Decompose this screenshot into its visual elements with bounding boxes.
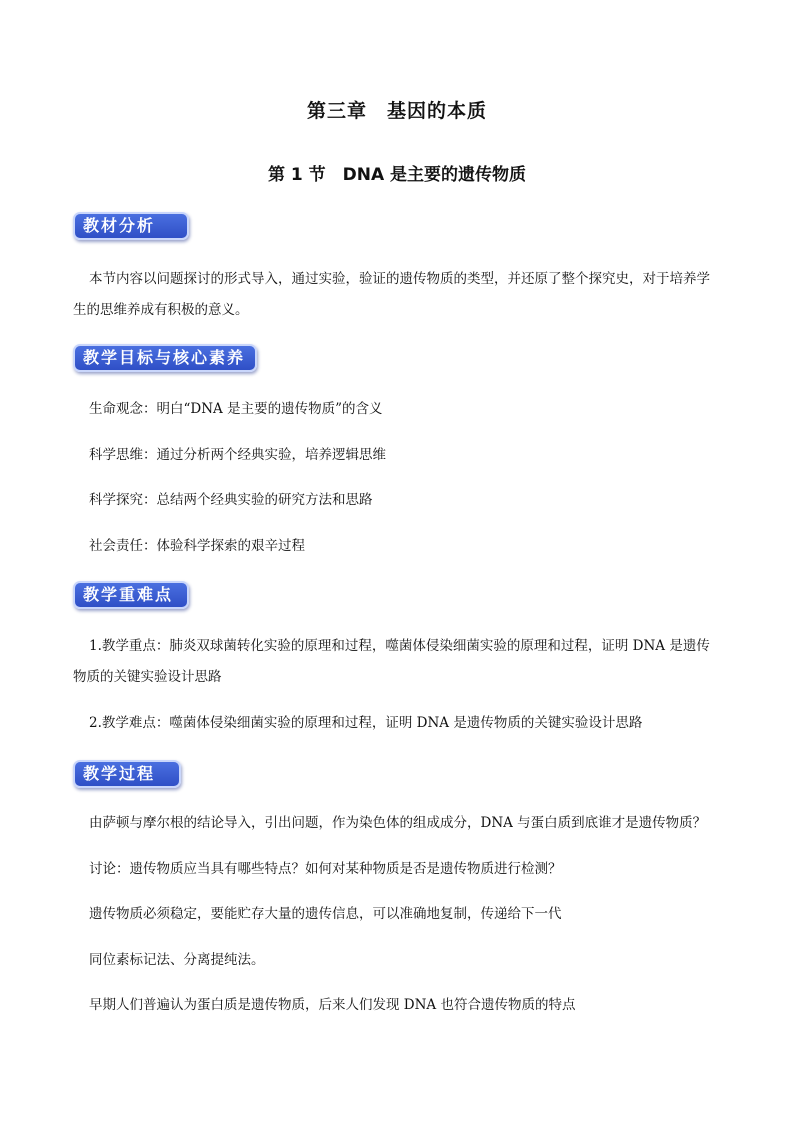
badge-textbook-analysis: 教材分析 [73,212,189,240]
objective-item-life-concept: 生命观念：明白“DNA 是主要的遗传物质”的含义 [89,401,383,417]
key-point-item-difficulty: 2.教学难点：噬菌体侵染细菌实验的原理和过程，证明 DNA 是遗传物质的关键实验设计思路 [89,715,643,731]
process-item-history: 早期人们普遍认为蛋白质是遗传物质，后来人们发现 DNA 也符合遗传物质的特点 [89,997,576,1013]
process-item-methods: 同位素标记法、分离提纯法。 [89,952,265,968]
objective-item-scientific-inquiry: 科学探究：总结两个经典实验的研究方法和思路 [89,492,373,508]
process-item-characteristics: 遗传物质必须稳定，要能贮存大量的遗传信息，可以准确地复制，传递给下一代 [89,906,562,922]
process-item-discussion: 讨论：遗传物质应当具有哪些特点？如何对某种物质是否是遗传物质进行检测？ [89,861,562,877]
chapter-title: 第三章 基因的本质 [306,100,487,122]
badge-teaching-process: 教学过程 [73,760,181,788]
badge-objectives: 教学目标与核心素养 [73,344,257,372]
objective-item-social-responsibility: 社会责任：体验科学探索的艰辛过程 [89,538,305,554]
section-title: 第 1 节 DNA 是主要的遗传物质 [267,165,527,185]
key-point-item-focus: 1.教学重点：肺炎双球菌转化实验的原理和过程，噬菌体侵染细菌实验的原理和过程，证明 DNA 是遗传物质的关键实验设计思路 [73,638,710,685]
badge-key-points: 教学重难点 [73,581,189,609]
analysis-paragraph: 本节内容以问题探讨的形式导入，通过实验，验证的遗传物质的类型，并还原了整个探究史，对于培养学生的思维养成有积极的意义。 [73,271,710,318]
process-item-intro: 由萨顿与摩尔根的结论导入，引出问题，作为染色体的组成成分，DNA 与蛋白质到底谁才是遗传物质？ [89,815,707,831]
objective-item-scientific-thinking: 科学思维：通过分析两个经典实验，培养逻辑思维 [89,447,386,463]
